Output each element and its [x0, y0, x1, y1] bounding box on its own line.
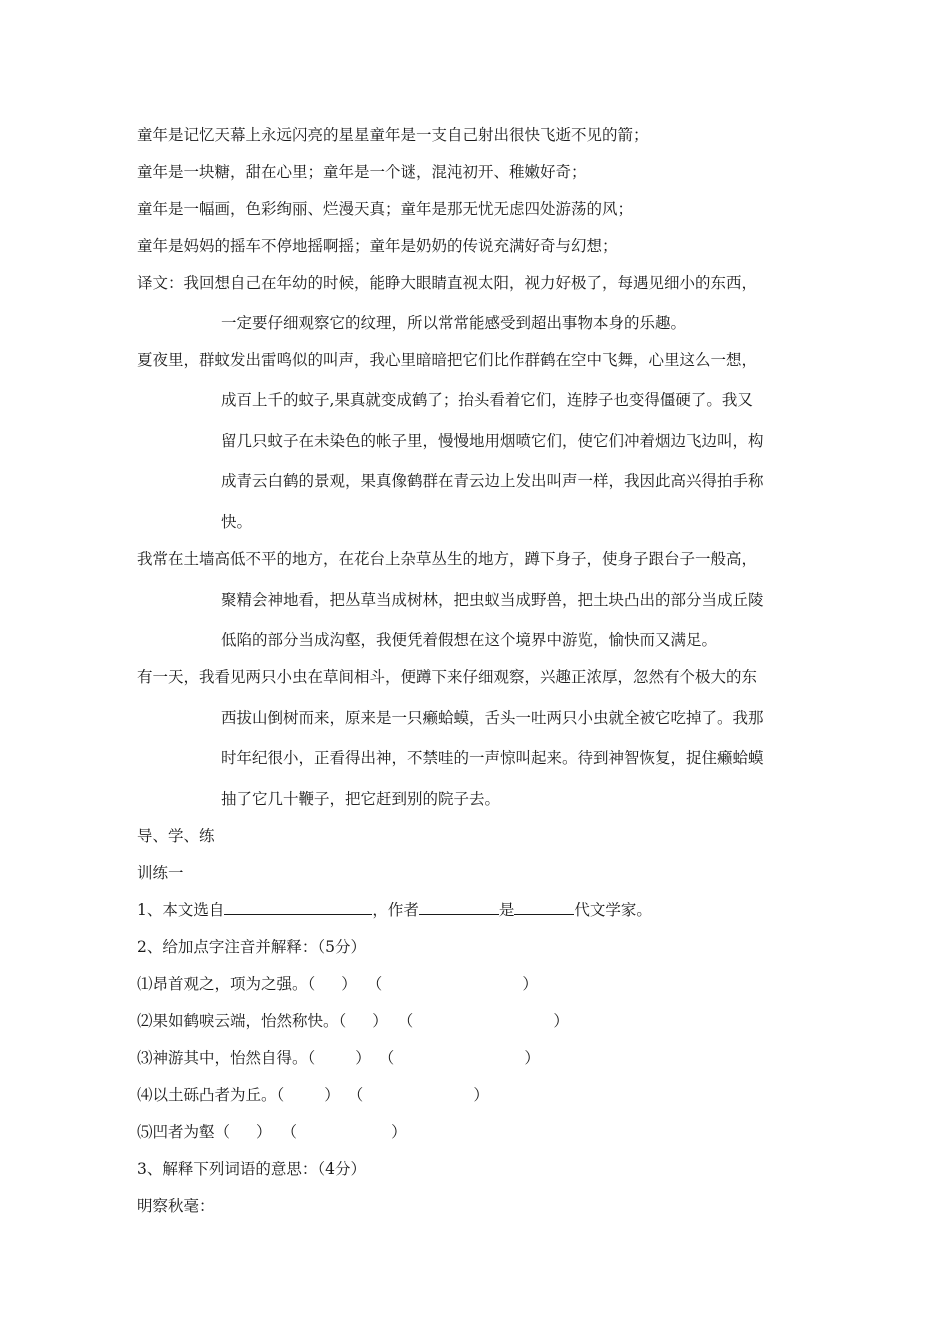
translation-line: 快。 — [221, 513, 253, 531]
question-2-item — [137, 1048, 540, 1068]
paren: ） — [473, 1086, 489, 1104]
paren: （ — [281, 1123, 298, 1141]
paren: ） — [372, 1012, 388, 1030]
paren: ） — [391, 1123, 407, 1141]
question-2-item — [137, 1085, 489, 1105]
question-2-title: 2、给加点字注音并解释：（5分） — [137, 938, 366, 956]
paren: ） — [324, 1086, 340, 1104]
poem-line: 童年是一幅画，色彩绚丽、烂漫天真；童年是那无忧无虑四处游荡的风； — [137, 200, 634, 218]
item-text: ⑴昂首观之，项为之强。 — [137, 975, 308, 993]
paren: ） — [553, 1012, 569, 1030]
item-text: ⑸凹者为壑 — [137, 1123, 215, 1141]
question-3-title: 3、解释下列词语的意思：（4分） — [137, 1160, 366, 1178]
translation-line: 西拔山倒树而来，原来是一只癞蛤蟆，舌头一吐两只小虫就全被它吃掉了。我那 — [221, 709, 764, 727]
translation-line: 一定要仔细观察它的纹理，所以常常能感受到超出事物本身的乐趣。 — [221, 314, 687, 332]
paren: ） — [355, 1049, 371, 1067]
paren: （ — [307, 975, 316, 993]
translation-line: 我常在土墙高低不平的地方，在花台上杂草丛生的地方，蹲下身子，使身子跟台子一般高， — [137, 550, 758, 568]
paren: ） — [256, 1123, 272, 1141]
blank-source[interactable] — [224, 900, 372, 915]
item-text: ⑷以土砾凸者为丘。 — [137, 1086, 277, 1104]
item-text: ⑶神游其中，怡然自得。 — [137, 1049, 308, 1067]
paren: （ — [378, 1049, 395, 1067]
translation-line: 译文：我回想自己在年幼的时候，能睁大眼睛直视太阳，视力好极了，每遇见细小的东西， — [137, 274, 758, 292]
question-3-item: 明察秋毫： — [137, 1197, 215, 1215]
question-1-text: 1、本文选自 — [137, 901, 225, 919]
paren: （ — [347, 1086, 364, 1104]
poem-line: 童年是一块糖，甜在心里；童年是一个谜，混沌初开、稚嫩好奇； — [137, 163, 587, 181]
exercise-title: 训练一 — [137, 864, 184, 882]
paren: ） — [524, 1049, 540, 1067]
translation-line: 成百上千的蚊子,果真就变成鹤了；抬头看着它们，连脖子也变得僵硬了。我又 — [221, 391, 753, 409]
paren: ） — [341, 975, 357, 993]
translation-line: 夏夜里，群蚊发出雷鸣似的叫声，我心里暗暗把它们比作群鹤在空中飞舞，心里这么一想， — [137, 351, 758, 369]
question-1 — [137, 900, 652, 920]
paren: （ — [276, 1086, 285, 1104]
blank-dynasty[interactable] — [514, 900, 574, 915]
paren: ） — [522, 975, 538, 993]
translation-line: 成青云白鹤的景观，果真像鹤群在青云边上发出叫声一样，我因此高兴得拍手称 — [221, 472, 764, 490]
section-title: 导、学、练 — [137, 827, 215, 845]
question-1-text: 是 — [498, 901, 515, 919]
question-1-text: ，作者 — [372, 901, 419, 919]
question-1-text: 代文学家。 — [574, 901, 652, 919]
translation-line: 有一天，我看见两只小虫在草间相斗，便蹲下来仔细观察，兴趣正浓厚，忽然有个极大的东 — [137, 668, 758, 686]
paren: （ — [338, 1012, 347, 1030]
translation-line: 聚精会神地看，把丛草当成树林，把虫蚁当成野兽，把土块凸出的部分当成丘陵 — [221, 591, 764, 609]
paren: （ — [214, 1123, 231, 1141]
poem-line: 童年是妈妈的摇车不停地摇啊摇；童年是奶奶的传说充满好奇与幻想； — [137, 237, 618, 255]
translation-line: 留几只蚊子在未染色的帐子里，慢慢地用烟喷它们，使它们冲着烟边飞边叫，构 — [221, 432, 764, 450]
paren: （ — [366, 975, 383, 993]
paren: （ — [307, 1049, 316, 1067]
question-2-item — [137, 974, 538, 994]
item-text: ⑵果如鹤唳云端，怡然称快。 — [137, 1012, 339, 1030]
blank-author[interactable] — [419, 900, 499, 915]
question-2-item — [137, 1122, 407, 1142]
translation-line: 抽了它几十鞭子，把它赶到别的院子去。 — [221, 790, 501, 808]
translation-line: 时年纪很小，正看得出神，不禁哇的一声惊叫起来。待到神智恢复，捉住癞蛤蟆 — [221, 749, 764, 767]
translation-line: 低陷的部分当成沟壑，我便凭着假想在这个境界中游览，愉快而又满足。 — [221, 631, 718, 649]
poem-line: 童年是记忆天幕上永远闪亮的星星童年是一支自己射出很快飞逝不见的箭； — [137, 126, 649, 144]
question-2-item — [137, 1011, 569, 1031]
paren: （ — [397, 1012, 414, 1030]
